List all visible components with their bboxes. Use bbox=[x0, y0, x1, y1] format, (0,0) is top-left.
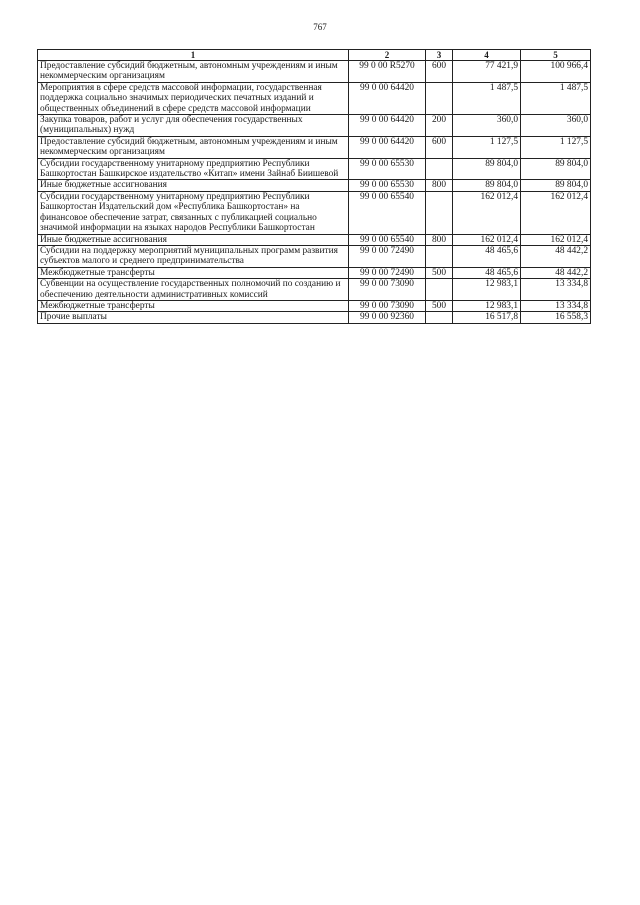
table-row bbox=[38, 115, 591, 137]
row-value-1: 162 012,4 bbox=[453, 191, 521, 234]
row-type bbox=[426, 279, 453, 301]
table-row bbox=[38, 82, 591, 114]
row-type: 500 bbox=[426, 267, 453, 278]
row-name: Межбюджетные трансферты bbox=[38, 300, 349, 311]
row-value-1: 1 487,5 bbox=[453, 82, 521, 114]
row-value-1: 360,0 bbox=[453, 115, 521, 137]
row-type: 800 bbox=[426, 180, 453, 191]
row-type: 600 bbox=[426, 136, 453, 158]
row-code: 99 0 00 72490 bbox=[349, 267, 426, 278]
row-value-1: 1 127,5 bbox=[453, 136, 521, 158]
row-code: 99 0 00 72490 bbox=[349, 245, 426, 267]
table-row bbox=[38, 158, 591, 180]
row-type bbox=[426, 191, 453, 234]
column-header-type: 3 bbox=[426, 50, 453, 61]
row-code: 99 0 00 73090 bbox=[349, 300, 426, 311]
table-row bbox=[38, 279, 591, 301]
table-row bbox=[38, 61, 591, 83]
row-type bbox=[426, 312, 453, 323]
row-code: 99 0 00 64420 bbox=[349, 136, 426, 158]
row-value-1: 162 012,4 bbox=[453, 234, 521, 245]
row-value-2: 16 558,3 bbox=[521, 312, 591, 323]
row-value-2: 1 127,5 bbox=[521, 136, 591, 158]
row-value-2: 1 487,5 bbox=[521, 82, 591, 114]
table-row bbox=[38, 234, 591, 245]
row-value-2: 100 966,4 bbox=[521, 61, 591, 83]
row-name: Предоставление субсидий бюджетным, автономным учреждениям и иным некоммерческим организациям bbox=[38, 61, 349, 83]
row-code: 99 0 00 65530 bbox=[349, 158, 426, 180]
row-code: 99 0 00 R5270 bbox=[349, 61, 426, 83]
row-code: 99 0 00 65540 bbox=[349, 234, 426, 245]
budget-table bbox=[37, 49, 591, 324]
row-value-2: 89 804,0 bbox=[521, 158, 591, 180]
row-name: Закупка товаров, работ и услуг для обеспечения государственных (муниципальных) нужд bbox=[38, 115, 349, 137]
table-row bbox=[38, 180, 591, 191]
table-row bbox=[38, 191, 591, 234]
row-name: Субсидии государственному унитарному предприятию Республики Башкортостан Башкирское издательство «Китап» имени Зайнаб Биишевой bbox=[38, 158, 349, 180]
row-name: Субвенции на осуществление государственных полномочий по созданию и обеспечению деятельности административных комиссий bbox=[38, 279, 349, 301]
table-row bbox=[38, 136, 591, 158]
row-type: 800 bbox=[426, 234, 453, 245]
row-name: Иные бюджетные ассигнования bbox=[38, 180, 349, 191]
row-code: 99 0 00 65540 bbox=[349, 191, 426, 234]
row-value-1: 89 804,0 bbox=[453, 158, 521, 180]
row-type: 500 bbox=[426, 300, 453, 311]
page-number: 767 bbox=[313, 22, 327, 32]
row-value-2: 89 804,0 bbox=[521, 180, 591, 191]
row-value-2: 48 442,2 bbox=[521, 245, 591, 267]
row-type bbox=[426, 245, 453, 267]
row-value-2: 360,0 bbox=[521, 115, 591, 137]
row-value-2: 162 012,4 bbox=[521, 191, 591, 234]
table-row bbox=[38, 312, 591, 323]
table-row bbox=[38, 267, 591, 278]
row-type: 200 bbox=[426, 115, 453, 137]
row-code: 99 0 00 92360 bbox=[349, 312, 426, 323]
row-name: Субсидии государственному унитарному предприятию Республики Башкортостан Издательский дом «Республика Башкортостан» на финансовое обеспечение затрат, связанных с публикацией социально значимой информации на языках народов Республики Башкортостан bbox=[38, 191, 349, 234]
row-type: 600 bbox=[426, 61, 453, 83]
row-value-2: 13 334,8 bbox=[521, 279, 591, 301]
row-value-1: 77 421,9 bbox=[453, 61, 521, 83]
row-type bbox=[426, 82, 453, 114]
column-header-name: 1 bbox=[38, 50, 349, 61]
row-value-2: 13 334,8 bbox=[521, 300, 591, 311]
row-name: Прочие выплаты bbox=[38, 312, 349, 323]
row-value-1: 12 983,1 bbox=[453, 279, 521, 301]
row-name: Предоставление субсидий бюджетным, автономным учреждениям и иным некоммерческим организациям bbox=[38, 136, 349, 158]
row-name: Межбюджетные трансферты bbox=[38, 267, 349, 278]
row-value-1: 16 517,8 bbox=[453, 312, 521, 323]
table-row bbox=[38, 245, 591, 267]
row-value-1: 48 465,6 bbox=[453, 245, 521, 267]
row-value-1: 89 804,0 bbox=[453, 180, 521, 191]
column-header-code: 2 bbox=[349, 50, 426, 61]
row-value-2: 48 442,2 bbox=[521, 267, 591, 278]
row-name: Иные бюджетные ассигнования bbox=[38, 234, 349, 245]
row-code: 99 0 00 64420 bbox=[349, 82, 426, 114]
row-code: 99 0 00 64420 bbox=[349, 115, 426, 137]
row-type bbox=[426, 158, 453, 180]
row-code: 99 0 00 65530 bbox=[349, 180, 426, 191]
row-name: Субсидии на поддержку мероприятий муниципальных программ развития субъектов малого и среднего предпринимательства bbox=[38, 245, 349, 267]
column-header-value-1: 4 bbox=[453, 50, 521, 61]
table-row bbox=[38, 300, 591, 311]
row-value-1: 48 465,6 bbox=[453, 267, 521, 278]
row-name: Мероприятия в сфере средств массовой информации, государственная поддержка социально значимых периодических печатных изданий и общественных объединений в сфере средств массовой информации bbox=[38, 82, 349, 114]
table-header-row bbox=[38, 50, 591, 61]
column-header-value-2: 5 bbox=[521, 50, 591, 61]
row-value-2: 162 012,4 bbox=[521, 234, 591, 245]
row-value-1: 12 983,1 bbox=[453, 300, 521, 311]
row-code: 99 0 00 73090 bbox=[349, 279, 426, 301]
